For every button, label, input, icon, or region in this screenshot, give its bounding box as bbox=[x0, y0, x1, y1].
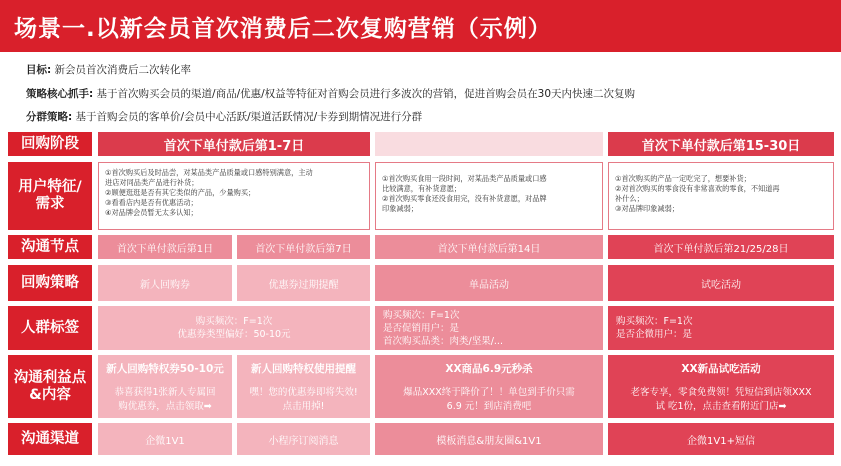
feature-line: ③看看店内是否有优惠活动； bbox=[105, 198, 198, 207]
page-title: 场景一.以新会员首次消费后二次复购营销（示例） bbox=[14, 16, 552, 42]
feature-line: ①首次购买后及时品尝，对某品类产品质量或口感特别满意，主动 bbox=[105, 168, 313, 177]
strategy-trial: 试吃活动 bbox=[608, 265, 834, 301]
node-day-14: 首次下单付款后第14日 bbox=[375, 235, 603, 259]
content-coupon-expire bbox=[237, 355, 370, 418]
info-strategy bbox=[26, 86, 635, 101]
info-strategy-text: 基于首次购买会员的渠道/商品/优惠/权益等特征对首购会员进行多波次的营销，促进首购会员在30天内快速二次复购 bbox=[96, 88, 636, 100]
strategy-coupon-expire: 优惠券过期提醒 bbox=[237, 265, 370, 301]
content-title: XX新品试吃活动 bbox=[681, 363, 761, 375]
feature-line: 比较满意，有补货意愿； bbox=[382, 184, 462, 193]
row-label-content: 沟通利益点&内容 bbox=[8, 355, 92, 418]
row-label-tags: 人群标签 bbox=[8, 306, 92, 350]
tag-line: 是否促销用户：是 bbox=[383, 322, 460, 334]
node-day-21-25-28: 首次下单付款后第21/25/28日 bbox=[608, 235, 834, 259]
info-segment bbox=[26, 109, 422, 124]
info-goal bbox=[26, 62, 191, 77]
features-phase-3 bbox=[608, 162, 834, 230]
info-strategy-label: 策略核心抓手: bbox=[26, 88, 94, 100]
feature-line: 印象减弱； bbox=[382, 204, 418, 213]
strategy-new-coupon: 新人回购券 bbox=[98, 265, 232, 301]
content-line: 爆品XXX终于降价了！！单包到手价只需 bbox=[403, 387, 575, 398]
feature-line: ②顾便逛逛是否有其它类似的产品，少量购买； bbox=[105, 188, 256, 197]
tags-phase-3 bbox=[608, 306, 834, 350]
row-label-phase: 回购阶段 bbox=[8, 132, 92, 156]
features-phase-2 bbox=[375, 162, 603, 230]
content-line: 购优惠券，点击领取➡ bbox=[118, 401, 212, 412]
phase-15-30: 首次下单付款后第15-30日 bbox=[608, 132, 834, 156]
features-phase-1 bbox=[98, 162, 370, 230]
feature-line: ①首次购买食用一段时间，对某品类产品质量或口感 bbox=[382, 174, 547, 183]
row-label-strategy: 回购策略 bbox=[8, 265, 92, 301]
content-line: 恭喜获得1张新人专属回 bbox=[114, 387, 216, 398]
row-label-nodes: 沟通节点 bbox=[8, 235, 92, 259]
strategy-single-item: 单品活动 bbox=[375, 265, 603, 301]
tag-line: 是否企微用户：是 bbox=[616, 329, 693, 340]
content-trial bbox=[608, 355, 834, 418]
tag-line: 优惠券类型偏好：50-10元 bbox=[177, 329, 291, 340]
phase-8-14 bbox=[375, 132, 603, 156]
tag-line: 首次购买品类：肉类/坚果/... bbox=[383, 335, 503, 347]
phase-1-7: 首次下单付款后第1-7日 bbox=[98, 132, 370, 156]
tags-phase-1 bbox=[98, 306, 370, 350]
feature-line: ④对品牌会员暂无太多认知； bbox=[105, 208, 198, 217]
feature-line: ①首次购买的产品一定吃完了，想要补货； bbox=[615, 174, 751, 183]
content-single-item bbox=[375, 355, 603, 418]
feature-line: 进店对同品类产品进行补货； bbox=[105, 178, 199, 187]
content-body bbox=[249, 386, 357, 414]
channel-template-moments: 模板消息&朋友圈&1V1 bbox=[375, 423, 603, 455]
row-label-channels: 沟通渠道 bbox=[8, 423, 92, 455]
row-label-features: 用户特征/需求 bbox=[8, 162, 92, 230]
feature-line: ③对品牌印象减弱； bbox=[615, 204, 679, 213]
tag-line: 购买频次：F=1次 bbox=[616, 316, 693, 327]
tag-line: 购买频次：F=1次 bbox=[383, 309, 460, 321]
tag-line: 购买频次：F=1次 bbox=[195, 316, 273, 327]
feature-line: 补什么； bbox=[615, 194, 644, 203]
channel-wecom-1v1: 企微1V1 bbox=[98, 423, 232, 455]
content-body bbox=[403, 386, 575, 414]
content-body bbox=[630, 386, 811, 414]
feature-line: ②首次购买零食还没食用完，没有补货意愿，对品牌 bbox=[382, 194, 547, 203]
content-line: 嘿！您的优惠券即将失效! bbox=[249, 387, 358, 398]
info-segment-text: 基于首购会员的客单价/会员中心活跃/渠道活跃情况/卡券到期情况进行分群 bbox=[75, 111, 423, 123]
node-day-7: 首次下单付款后第7日 bbox=[237, 235, 370, 259]
content-title: XX商品6.9元秒杀 bbox=[445, 363, 533, 375]
info-goal-label: 目标: bbox=[26, 64, 52, 76]
content-new-coupon bbox=[98, 355, 232, 418]
channel-miniapp-subscribe: 小程序订阅消息 bbox=[237, 423, 370, 455]
info-segment-label: 分群策略: bbox=[26, 111, 73, 123]
content-title: 新人回购特权券50-10元 bbox=[106, 363, 224, 375]
header-bar bbox=[0, 0, 841, 52]
feature-line: ②对首次购买的零食没有非常喜欢的零食，不知道再 bbox=[615, 184, 780, 193]
content-title: 新人回购特权使用提醒 bbox=[251, 363, 356, 375]
content-line: 6.9 元！到店消费吧 bbox=[446, 401, 532, 412]
content-line: 试 吃1份，点击查看附近门店➡ bbox=[655, 401, 787, 412]
content-line: 老客专享，零食免费领！凭短信到店领XXX bbox=[630, 387, 812, 398]
content-body bbox=[114, 386, 215, 414]
content-line: 点击用掉! bbox=[282, 401, 325, 412]
channel-wecom-sms: 企微1V1+短信 bbox=[608, 423, 834, 455]
tags-phase-2 bbox=[375, 306, 603, 350]
info-goal-text: 新会员首次消费后二次转化率 bbox=[54, 64, 192, 76]
node-day-1: 首次下单付款后第1日 bbox=[98, 235, 232, 259]
